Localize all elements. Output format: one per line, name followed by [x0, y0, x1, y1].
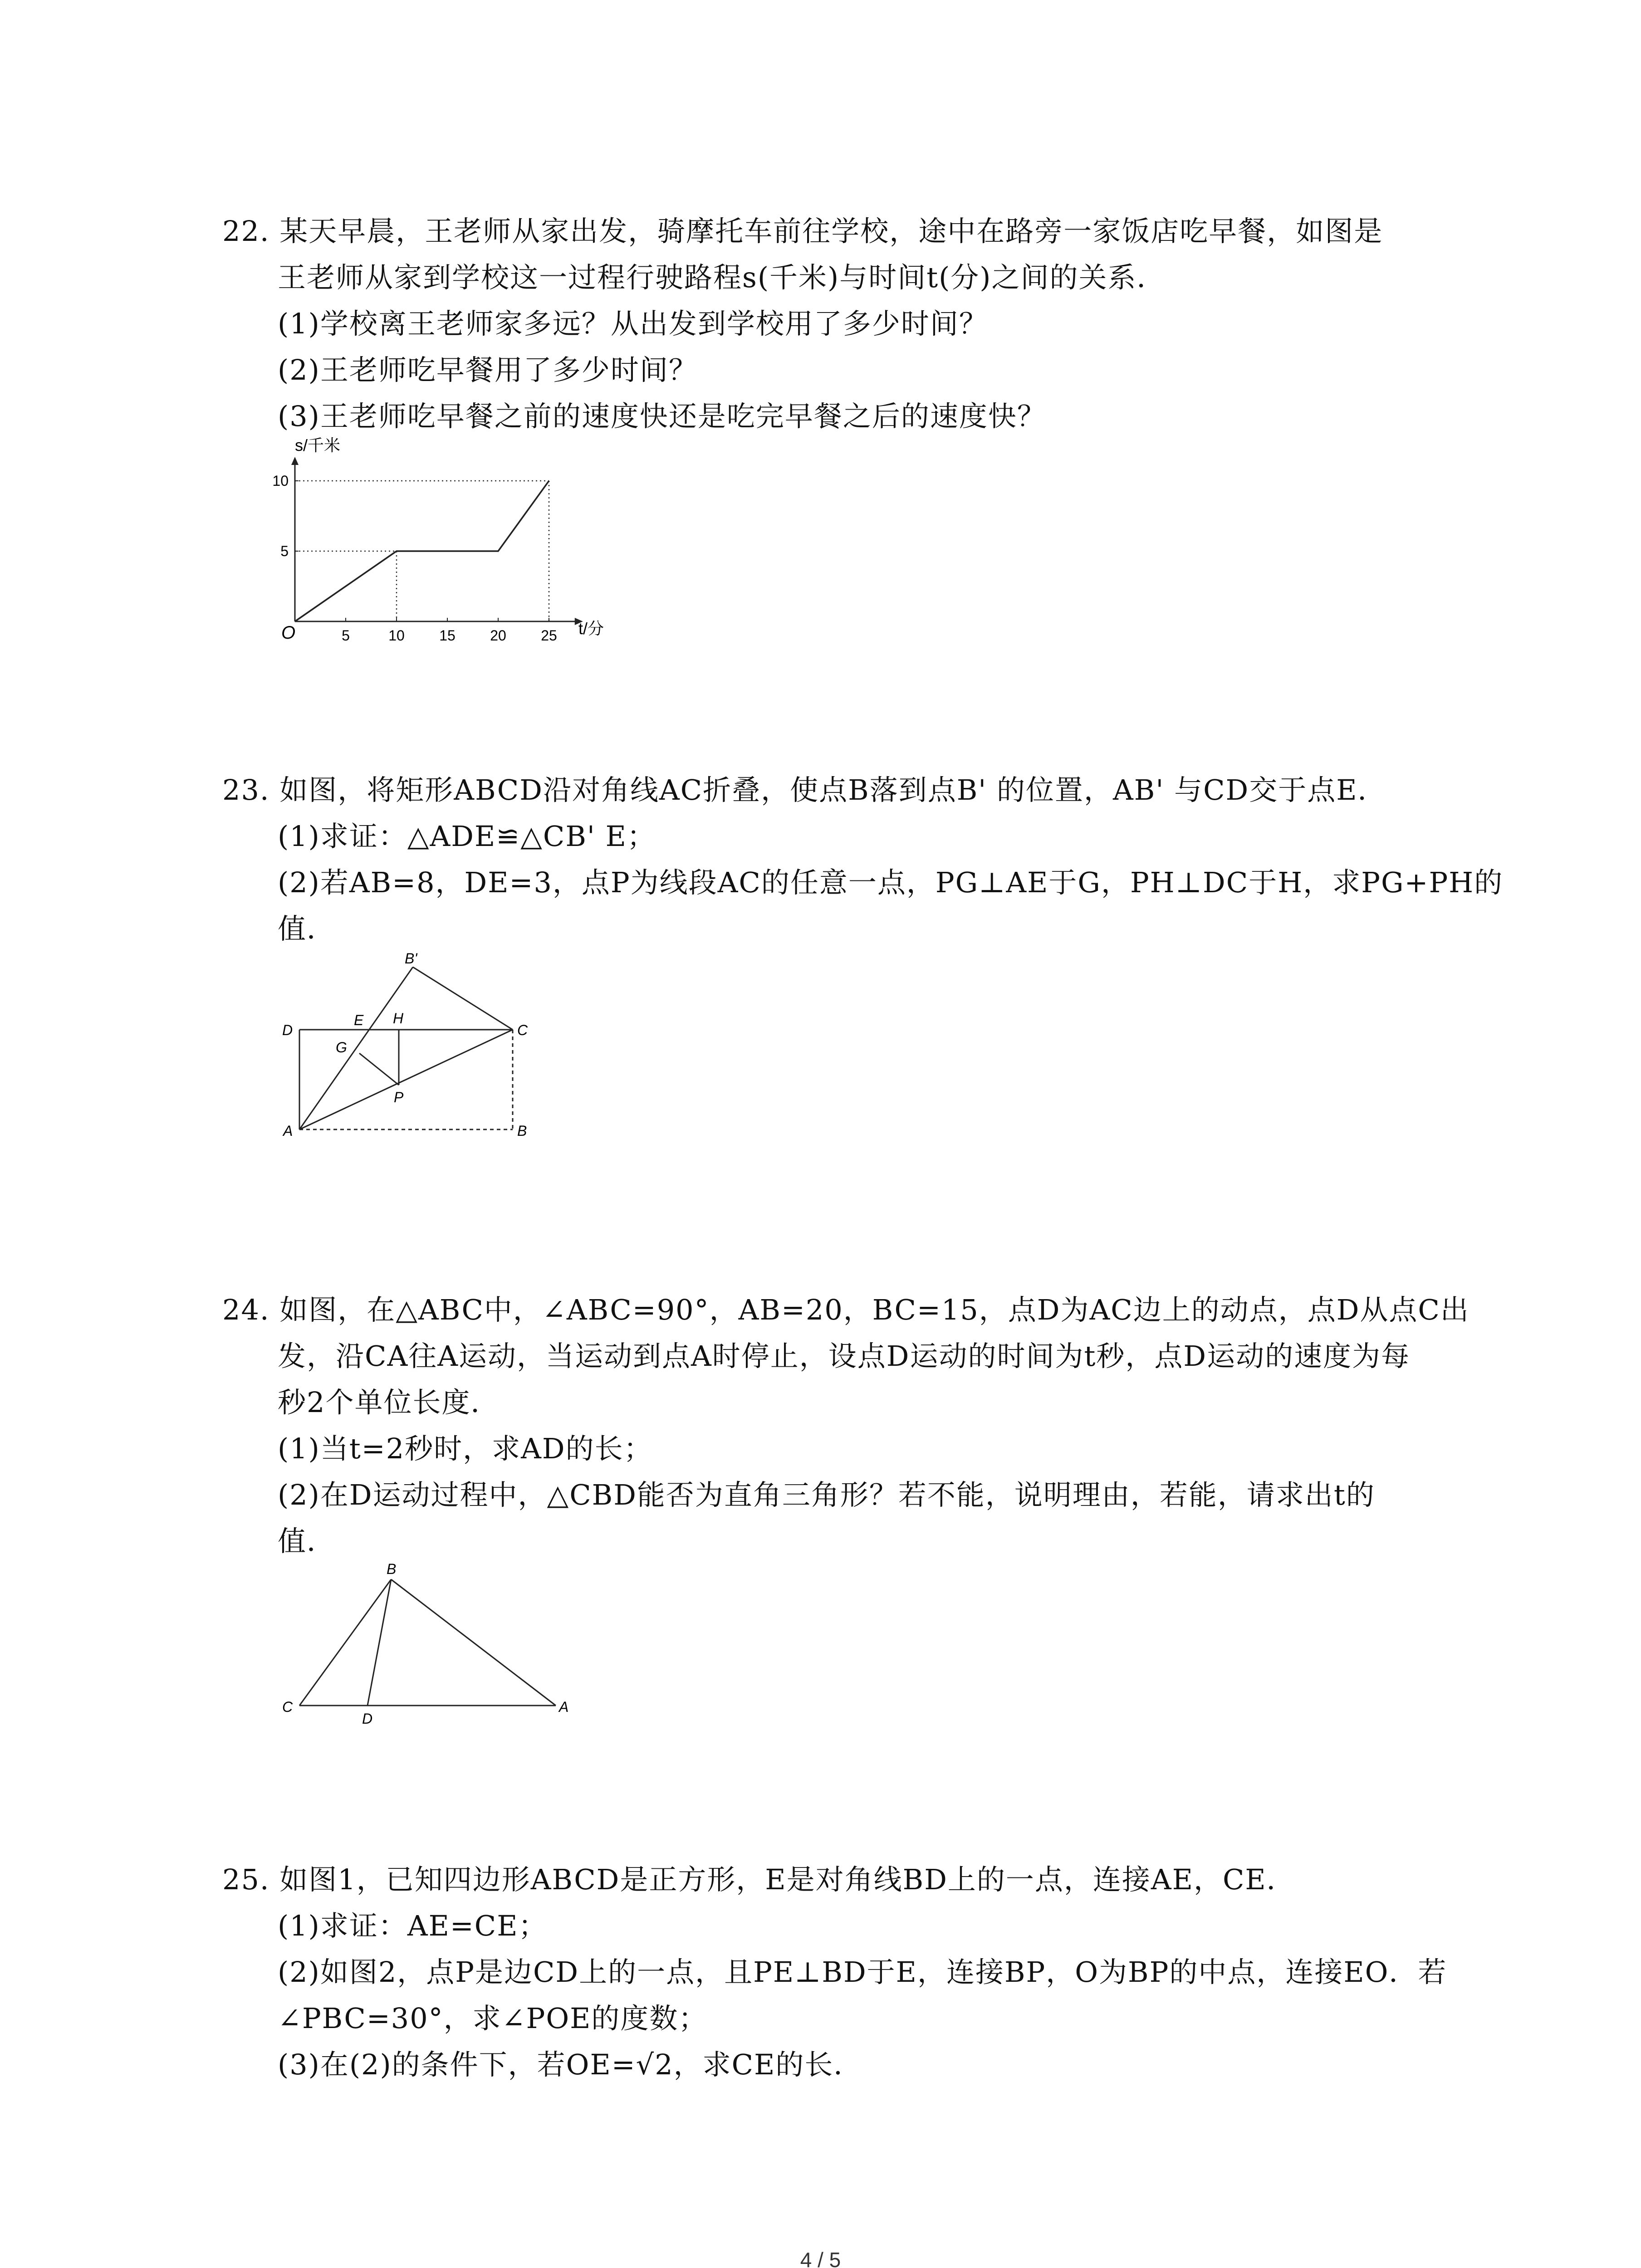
label-C: C — [517, 1022, 528, 1038]
x-tick-label-20: 20 — [490, 627, 506, 644]
label-D: D — [362, 1711, 373, 1727]
label-A: A — [283, 1123, 293, 1139]
q24-stem-line2: 发，沿CA往A运动，当运动到点A时停止，设点D运动的时间为t秒，点D运动的速度为每 — [278, 1339, 1411, 1373]
edge-BA — [391, 1579, 556, 1706]
q25-part2-cont: ∠PBC=30°，求∠POE的度数； — [278, 2002, 708, 2035]
label-E: E — [354, 1012, 364, 1028]
label-C: C — [282, 1699, 293, 1715]
x-tick-label-15: 15 — [439, 627, 456, 644]
y-tick-label-5: 5 — [280, 543, 289, 559]
label-B-prime: B' — [405, 953, 417, 967]
y-axis-label: s/千米 — [295, 436, 341, 455]
x-axis-label: t/分 — [578, 619, 604, 638]
y-tick-label-10: 10 — [272, 473, 289, 489]
rectangle-fold-figure — [272, 953, 554, 1152]
q23-part2-cont: 值． — [278, 912, 336, 945]
q25-part3: (3)在(2)的条件下，若OE=√2，求CE的长． — [278, 2048, 863, 2081]
q25-part2: (2)如图2，点P是边CD上的一点，且PE⊥BD于E，连接BP，O为BP的中点，连接EO．若 — [278, 1955, 1447, 1989]
q22-part3: (3)王老师吃早餐之前的速度快还是吃完早餐之后的速度快？ — [278, 400, 1046, 433]
chart-axes — [291, 457, 583, 625]
label-A: A — [559, 1699, 569, 1715]
page-number: 4 / 5 — [800, 2248, 841, 2268]
label-P: P — [394, 1089, 404, 1105]
x-tick-label-25: 25 — [541, 627, 557, 644]
y-axis-arrow — [291, 457, 299, 465]
q24-part1: (1)当t=2秒时，求AD的长； — [278, 1432, 653, 1465]
label-D: D — [282, 1022, 293, 1038]
diagonal-AC — [299, 1030, 513, 1129]
segment-BD — [367, 1579, 391, 1706]
q22-stem-line2: 王老师从家到学校这一过程行驶路程s(千米)与时间t(分)之间的关系． — [278, 261, 1166, 294]
q24-stem-line1: 24. 如图，在△ABC中，∠ABC=90°，AB=20，BC=15，点D为AC边上的动点，点D从点C出 — [222, 1293, 1470, 1326]
q22-stem-line1: 22. 某天早晨，王老师从家出发，骑摩托车前往学校，途中在路旁一家饭店吃早餐，如图是 — [222, 215, 1383, 248]
q22-part1: (1)学校离王老师家多远？从出发到学校用了多少时间？ — [278, 307, 988, 340]
q24-part2: (2)在D运动过程中，△CBD能否为直角三角形？若不能，说明理由，若能，请求出t的 — [278, 1478, 1375, 1511]
chart-ticks — [272, 473, 557, 644]
label-G: G — [336, 1039, 347, 1056]
q25-stem-line1: 25. 如图1，已知四边形ABCD是正方形，E是对角线BD上的一点，连接AE，CE． — [222, 1863, 1296, 1896]
q25-part1: (1)求证：AE=CE； — [278, 1909, 548, 1942]
edge-CB — [299, 1579, 391, 1706]
q23-part1: (1)求证：△ADE≌△CB' E； — [278, 820, 656, 853]
label-B: B — [517, 1123, 527, 1139]
right-triangle-figure — [272, 1560, 581, 1733]
origin-label: O — [281, 623, 296, 643]
q24-part2-cont: 值． — [278, 1525, 336, 1558]
x-tick-label-10: 10 — [388, 627, 405, 644]
edge-B-prime-C — [413, 967, 513, 1030]
q23-part2: (2)若AB=8，DE=3，点P为线段AC的任意一点，PG⊥AE于G，PH⊥DC于H，求PG+PH的 — [278, 866, 1504, 899]
label-H: H — [393, 1010, 404, 1026]
q23-stem-line1: 23. 如图，将矩形ABCD沿对角线AC折叠，使点B落到点B' 的位置，AB' 与CD交于点E． — [222, 773, 1387, 807]
segment-PG — [359, 1053, 399, 1085]
q22-part2: (2)王老师吃早餐用了多少时间？ — [278, 353, 698, 386]
x-tick-label-5: 5 — [342, 627, 350, 644]
distance-time-chart — [254, 435, 626, 649]
q24-stem-line3: 秒2个单位长度． — [278, 1386, 500, 1419]
label-B: B — [387, 1561, 397, 1577]
